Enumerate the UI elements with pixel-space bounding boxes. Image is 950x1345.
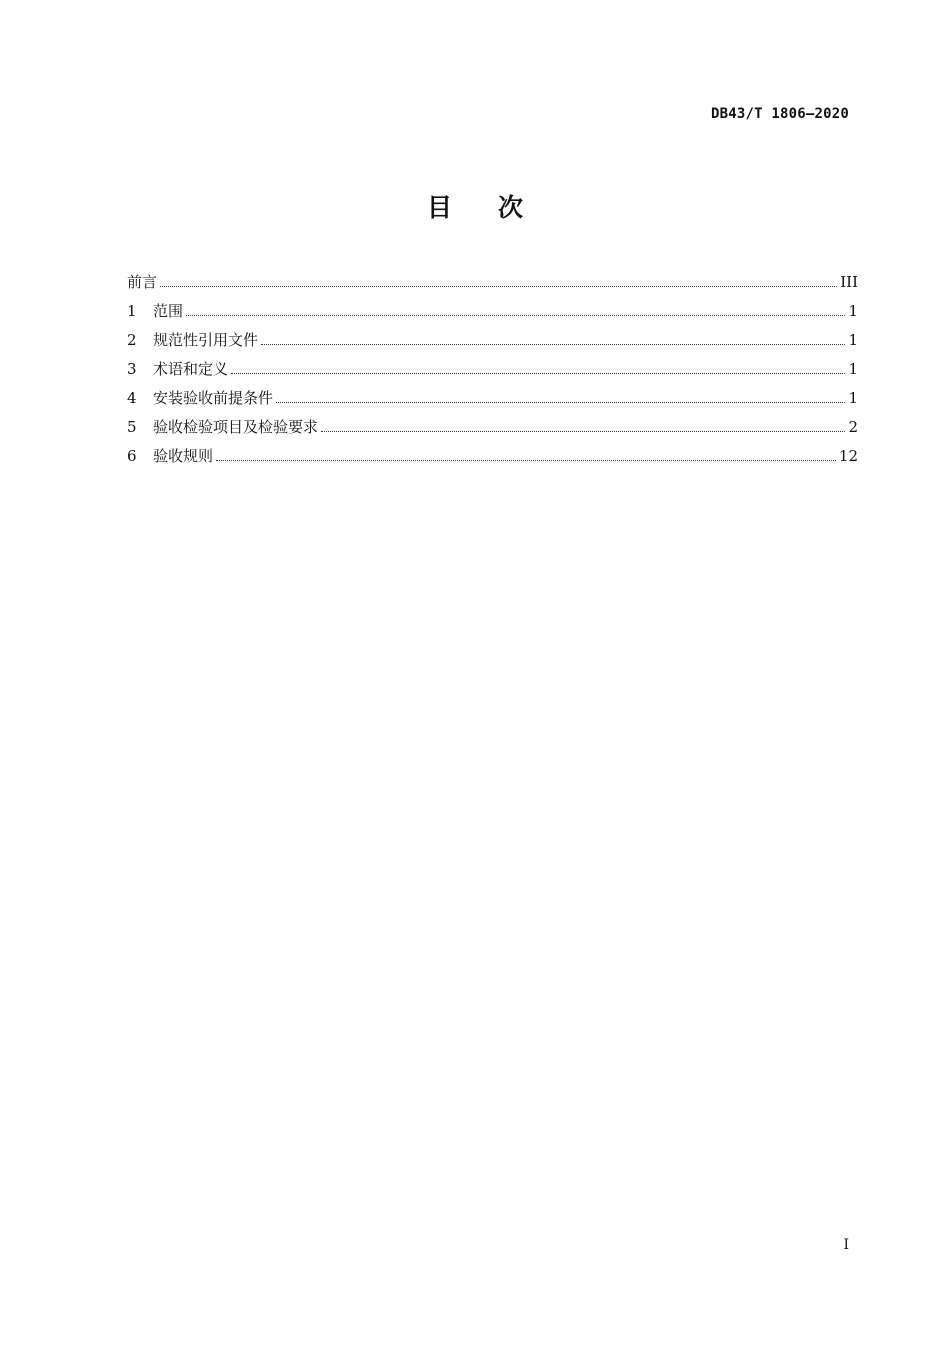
toc-entry-number: 4 xyxy=(127,389,137,407)
toc-entry-label: 安装验收前提条件 xyxy=(153,389,274,407)
toc-entry-label: 规范性引用文件 xyxy=(153,331,259,349)
table-of-contents xyxy=(127,268,858,471)
toc-entry-number: 5 xyxy=(127,418,137,436)
toc-entry-label: 前言 xyxy=(127,273,158,291)
toc-leader-dots xyxy=(160,286,837,287)
toc-entry-foreword[interactable] xyxy=(127,268,858,297)
toc-title-char-1: 目 xyxy=(426,193,452,222)
toc-leader-dots xyxy=(216,460,836,461)
toc-entry-number: 6 xyxy=(127,447,137,465)
toc-leader-dots xyxy=(231,373,845,374)
toc-leader-dots xyxy=(261,344,845,345)
page-number: I xyxy=(843,1237,849,1253)
toc-entry-label: 验收规则 xyxy=(153,447,214,465)
toc-entry-page: 1 xyxy=(848,389,858,407)
toc-entry-label: 验收检验项目及检验要求 xyxy=(153,418,319,436)
toc-entry-page: 2 xyxy=(848,418,858,436)
toc-entry-number: 2 xyxy=(127,331,137,349)
toc-entry-4[interactable] xyxy=(127,384,858,413)
toc-entry-number: 3 xyxy=(127,360,137,378)
toc-entry-page: 1 xyxy=(848,360,858,378)
toc-leader-dots xyxy=(186,315,845,316)
toc-title-char-2: 次 xyxy=(498,193,524,222)
toc-title xyxy=(0,188,950,224)
toc-leader-dots xyxy=(321,431,845,432)
toc-entry-page: 1 xyxy=(848,302,858,320)
toc-leader-dots xyxy=(276,402,845,403)
toc-entry-1[interactable] xyxy=(127,297,858,326)
toc-entry-page: 1 xyxy=(848,331,858,349)
toc-entry-label: 术语和定义 xyxy=(153,360,229,378)
toc-entry-page: III xyxy=(840,273,858,291)
toc-entry-label: 范围 xyxy=(153,302,184,320)
toc-entry-5[interactable] xyxy=(127,413,858,442)
toc-entry-page: 12 xyxy=(838,447,858,465)
toc-entry-6[interactable] xyxy=(127,442,858,471)
toc-entry-3[interactable] xyxy=(127,355,858,384)
toc-entry-2[interactable] xyxy=(127,326,858,355)
document-code: DB43/T 1806—2020 xyxy=(710,106,849,122)
toc-entry-number: 1 xyxy=(127,302,137,320)
